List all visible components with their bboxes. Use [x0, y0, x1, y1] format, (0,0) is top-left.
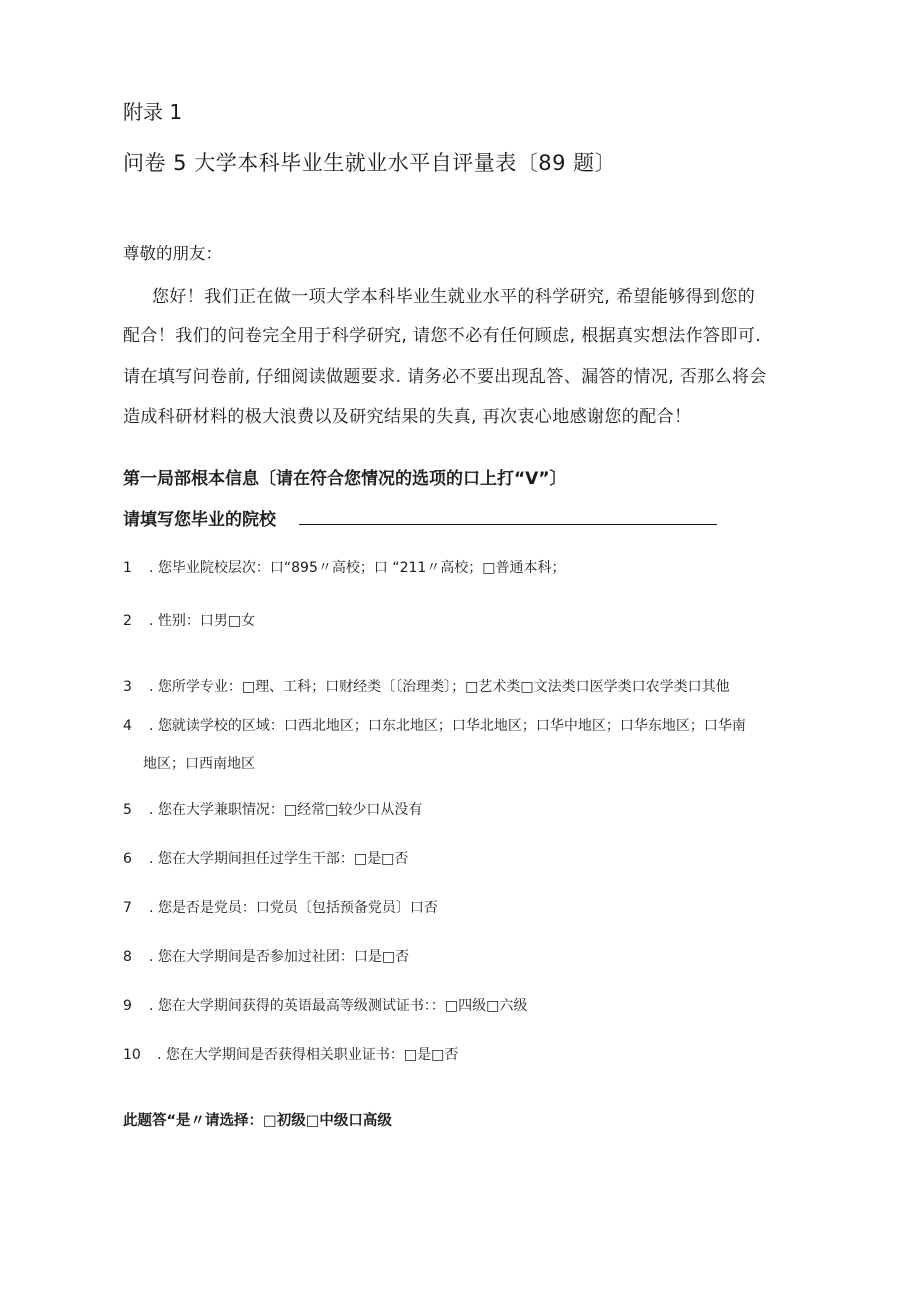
question-number: 4: [123, 718, 132, 734]
greeting: 尊敬的朋友：: [123, 244, 222, 263]
question-text: . 您是否是党员：口党员〔包括预备党员〕口否: [149, 900, 438, 916]
appendix-label: 附录 1: [123, 100, 183, 124]
questionnaire-title: 问卷 5 大学本科毕业生就业水平自评量表〔89 题〕: [123, 151, 617, 175]
question-number: 1: [123, 560, 132, 576]
question-number: 5: [123, 802, 132, 818]
question-7[interactable]: [123, 897, 438, 917]
intro-line-1: 您好！我们正在做一项大学本科毕业生就业水平的科学研究, 希望能够得到您的: [152, 287, 756, 307]
intro-line-2: 配合！我们的问卷完全用于科学研究, 请您不必有任何顾虑, 根据真实想法作答即可.: [123, 326, 762, 346]
question-text: . 您所学专业：□理、工科；口财经类〔〔治理类〕；□艺术类□文法类口医学类口农学类口其他: [149, 679, 730, 695]
question-text: . 您毕业院校层次：口“895〃高校；口 “211〃高校；□普通本科；: [149, 560, 566, 576]
question-3[interactable]: [123, 676, 730, 696]
question-number: 2: [123, 613, 132, 629]
question-4-continued: 地区；口西南地区: [143, 756, 255, 772]
question-1[interactable]: [123, 557, 566, 577]
question-text: . 您在大学期间是否参加过社团：口是□否: [149, 949, 410, 965]
school-answer-line[interactable]: [299, 524, 717, 525]
question-text: . 您在大学期间担任过学生干部：□是□否: [149, 851, 409, 867]
school-prompt: 请填写您毕业的院校: [123, 510, 276, 530]
question-number: 3: [123, 679, 132, 695]
question-number: 8: [123, 949, 132, 965]
intro-line-3: 请在填写问卷前, 仔细阅读做题要求. 请务必不要出现乱答、漏答的情况, 否那么将会: [123, 367, 767, 387]
question-number: 7: [123, 900, 132, 916]
question-text: . 您在大学期间是否获得相关职业证书：□是□否: [157, 1047, 459, 1063]
question-2[interactable]: [123, 610, 255, 630]
question-text: . 性别：口男□女: [149, 613, 256, 629]
question-4[interactable]: [123, 715, 746, 735]
question-10[interactable]: [123, 1044, 458, 1064]
question-text: . 您就读学校的区域：口西北地区；口东北地区；口华北地区；口华中地区；口华东地区；口华南: [149, 718, 746, 734]
question-number: 9: [123, 998, 132, 1014]
part1-heading: 第一局部根本信息〔请在符合您情况的选项的口上打“V”〕: [123, 469, 567, 489]
question-number: 10: [123, 1047, 141, 1063]
question-9[interactable]: [123, 995, 527, 1015]
question-8[interactable]: [123, 946, 409, 966]
followup-question[interactable]: 此题答“是〃请选择：□初级□中级口高级: [123, 1113, 392, 1129]
question-6[interactable]: [123, 848, 408, 868]
question-text: . 您在大学兼职情况：□经常□较少口从没有: [149, 802, 423, 818]
question-text: . 您在大学期间获得的英语最高等级测试证书：：□四级□六级: [149, 998, 528, 1014]
question-5[interactable]: [123, 799, 422, 819]
intro-line-4: 造成科研材料的极大浪费以及研究结果的失真, 再次衷心地感谢您的配合！: [123, 407, 692, 427]
question-number: 6: [123, 851, 132, 867]
